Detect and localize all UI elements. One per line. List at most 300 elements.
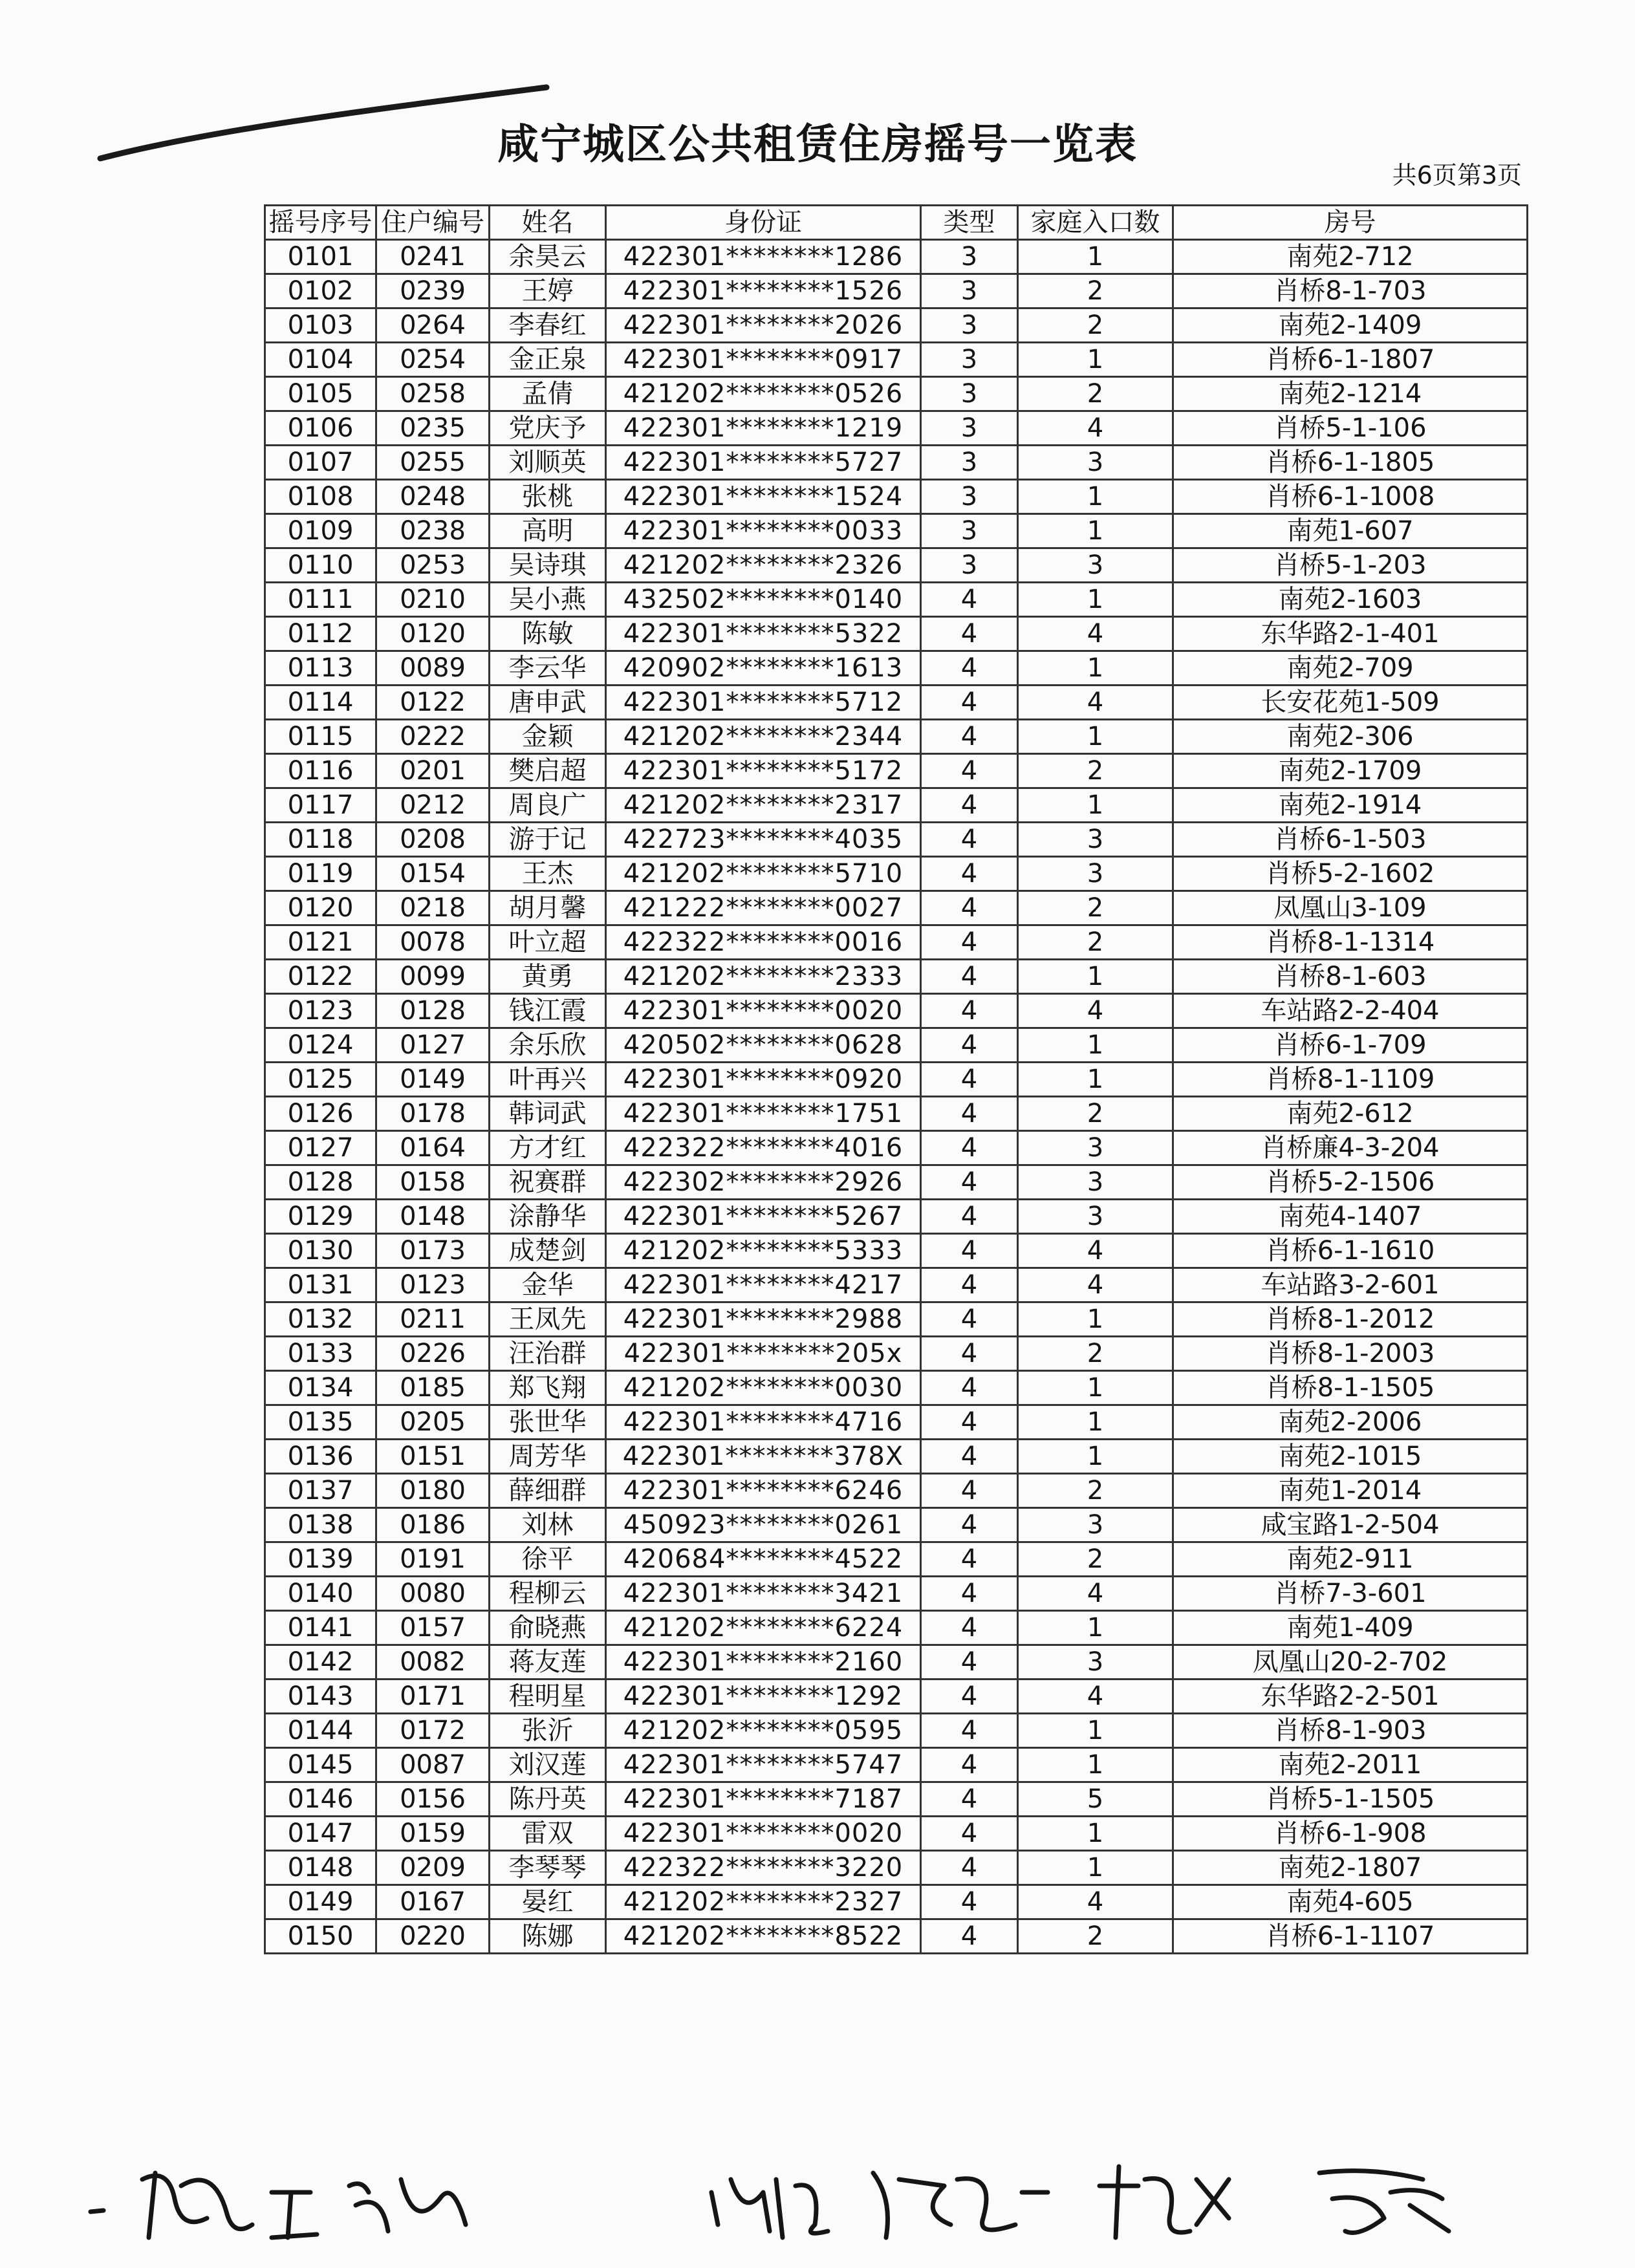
name-cell: 张世华 [490,1405,606,1440]
room-no-cell: 肖桥5-2-1602 [1173,857,1528,891]
lottery-no-cell: 0127 [265,1131,376,1165]
type-cell: 3 [921,548,1018,583]
lottery-no-cell: 0136 [265,1440,376,1474]
type-cell: 4 [921,1131,1018,1165]
family-size-cell: 5 [1018,1782,1173,1817]
family-size-cell: 1 [1018,1748,1173,1782]
table-row [265,788,1528,823]
table-body [265,240,1528,1954]
household-no-cell: 0212 [376,788,490,823]
household-no-cell: 0167 [376,1885,490,1919]
household-no-cell: 0127 [376,1028,490,1063]
family-size-cell: 2 [1018,1337,1173,1371]
type-cell: 4 [921,1234,1018,1268]
name-cell: 唐申武 [490,686,606,720]
name-cell: 余昊云 [490,240,606,274]
id-card-cell: 422301********378X [606,1440,921,1474]
lottery-no-cell: 0138 [265,1508,376,1542]
name-cell: 俞晓燕 [490,1611,606,1645]
family-size-cell: 2 [1018,1474,1173,1508]
lottery-no-cell: 0101 [265,240,376,274]
household-no-cell: 0173 [376,1234,490,1268]
col-header-room-no: 房号 [1173,206,1528,240]
room-no-cell: 肖桥6-1-1610 [1173,1234,1528,1268]
lottery-no-cell: 0113 [265,651,376,686]
family-size-cell: 2 [1018,754,1173,788]
type-cell: 4 [921,1782,1018,1817]
table-row [265,1337,1528,1371]
household-no-cell: 0239 [376,274,490,308]
id-card-cell: 422301********4217 [606,1268,921,1302]
family-size-cell: 2 [1018,1542,1173,1577]
name-cell: 李春红 [490,308,606,343]
table-row [265,1028,1528,1063]
table-row [265,1063,1528,1097]
name-cell: 程明星 [490,1679,606,1714]
id-card-cell: 422301********5322 [606,617,921,651]
room-no-cell: 肖桥6-1-1807 [1173,343,1528,377]
type-cell: 4 [921,1405,1018,1440]
room-no-cell: 南苑1-607 [1173,514,1528,548]
household-no-cell: 0080 [376,1577,490,1611]
room-no-cell: 车站路2-2-404 [1173,994,1528,1028]
table-row [265,686,1528,720]
type-cell: 4 [921,754,1018,788]
room-no-cell: 东华路2-1-401 [1173,617,1528,651]
household-no-cell: 0122 [376,686,490,720]
family-size-cell: 3 [1018,1645,1173,1679]
type-cell: 4 [921,1885,1018,1919]
family-size-cell: 1 [1018,720,1173,754]
name-cell: 祝赛群 [490,1165,606,1200]
room-no-cell: 南苑4-605 [1173,1885,1528,1919]
table-row [265,891,1528,925]
household-no-cell: 0149 [376,1063,490,1097]
household-no-cell: 0210 [376,583,490,617]
lottery-no-cell: 0114 [265,686,376,720]
household-no-cell: 0123 [376,1268,490,1302]
table-row [265,377,1528,411]
family-size-cell: 2 [1018,891,1173,925]
lottery-no-cell: 0129 [265,1200,376,1234]
id-card-cell: 421202********2327 [606,1885,921,1919]
family-size-cell: 3 [1018,548,1173,583]
household-no-cell: 0082 [376,1645,490,1679]
room-no-cell: 南苑2-612 [1173,1097,1528,1131]
name-cell: 叶立超 [490,925,606,960]
table-row [265,1131,1528,1165]
type-cell: 3 [921,240,1018,274]
type-cell: 4 [921,617,1018,651]
table-row [265,446,1528,480]
room-no-cell: 长安花苑1-509 [1173,686,1528,720]
lottery-no-cell: 0146 [265,1782,376,1817]
type-cell: 3 [921,343,1018,377]
room-no-cell: 肖桥6-1-1805 [1173,446,1528,480]
family-size-cell: 3 [1018,1165,1173,1200]
page-indicator: 共6页第3页 [1392,161,1522,189]
household-no-cell: 0087 [376,1748,490,1782]
household-no-cell: 0178 [376,1097,490,1131]
room-no-cell: 肖桥6-1-709 [1173,1028,1528,1063]
id-card-cell: 422322********4016 [606,1131,921,1165]
name-cell: 雷双 [490,1817,606,1851]
table-row [265,1165,1528,1200]
household-no-cell: 0089 [376,651,490,686]
room-no-cell: 南苑2-1409 [1173,308,1528,343]
room-no-cell: 南苑2-2011 [1173,1748,1528,1782]
name-cell: 晏红 [490,1885,606,1919]
lottery-no-cell: 0111 [265,583,376,617]
family-size-cell: 1 [1018,514,1173,548]
name-cell: 张桃 [490,480,606,514]
household-no-cell: 0156 [376,1782,490,1817]
lottery-no-cell: 0104 [265,343,376,377]
id-card-cell: 422301********1526 [606,274,921,308]
household-no-cell: 0128 [376,994,490,1028]
family-size-cell: 4 [1018,411,1173,446]
name-cell: 汪治群 [490,1337,606,1371]
name-cell: 王杰 [490,857,606,891]
name-cell: 吴诗琪 [490,548,606,583]
room-no-cell: 车站路3-2-601 [1173,1268,1528,1302]
table-row [265,1679,1528,1714]
name-cell: 张沂 [490,1714,606,1748]
room-no-cell: 肖桥5-2-1506 [1173,1165,1528,1200]
lottery-table-container [264,204,1526,1954]
type-cell: 4 [921,1542,1018,1577]
room-no-cell: 南苑2-2006 [1173,1405,1528,1440]
type-cell: 4 [921,1645,1018,1679]
name-cell: 蒋友莲 [490,1645,606,1679]
id-card-cell: 422301********205x [606,1337,921,1371]
lottery-no-cell: 0115 [265,720,376,754]
name-cell: 王凤先 [490,1302,606,1337]
id-card-cell: 422301********5712 [606,686,921,720]
type-cell: 4 [921,1679,1018,1714]
name-cell: 程柳云 [490,1577,606,1611]
id-card-cell: 421202********2344 [606,720,921,754]
table-row [265,1302,1528,1337]
household-no-cell: 0164 [376,1131,490,1165]
household-no-cell: 0151 [376,1440,490,1474]
lottery-no-cell: 0128 [265,1165,376,1200]
room-no-cell: 肖桥8-1-603 [1173,960,1528,994]
table-row [265,651,1528,686]
type-cell: 4 [921,823,1018,857]
type-cell: 4 [921,960,1018,994]
table-row [265,1885,1528,1919]
room-no-cell: 肖桥6-1-1008 [1173,480,1528,514]
table-row [265,514,1528,548]
lottery-no-cell: 0122 [265,960,376,994]
room-no-cell: 肖桥7-3-601 [1173,1577,1528,1611]
table-row [265,548,1528,583]
room-no-cell: 南苑2-1914 [1173,788,1528,823]
lottery-no-cell: 0105 [265,377,376,411]
table-row [265,1611,1528,1645]
table-row [265,925,1528,960]
table-row [265,720,1528,754]
name-cell: 孟倩 [490,377,606,411]
household-no-cell: 0248 [376,480,490,514]
household-no-cell: 0235 [376,411,490,446]
room-no-cell: 南苑2-1603 [1173,583,1528,617]
family-size-cell: 4 [1018,1885,1173,1919]
id-card-cell: 421202********0526 [606,377,921,411]
id-card-cell: 422301********1524 [606,480,921,514]
id-card-cell: 421202********5333 [606,1234,921,1268]
id-card-cell: 420684********4522 [606,1542,921,1577]
id-card-cell: 421202********6224 [606,1611,921,1645]
household-no-cell: 0238 [376,514,490,548]
id-card-cell: 422301********0033 [606,514,921,548]
family-size-cell: 4 [1018,994,1173,1028]
table-row [265,857,1528,891]
type-cell: 3 [921,480,1018,514]
table-row [265,1714,1528,1748]
type-cell: 4 [921,1268,1018,1302]
table-row [265,1474,1528,1508]
family-size-cell: 3 [1018,1200,1173,1234]
name-cell: 李琴琴 [490,1851,606,1885]
table-row [265,1371,1528,1405]
id-card-cell: 421202********2317 [606,788,921,823]
lottery-no-cell: 0142 [265,1645,376,1679]
name-cell: 周芳华 [490,1440,606,1474]
type-cell: 4 [921,686,1018,720]
room-no-cell: 肖桥8-1-2012 [1173,1302,1528,1337]
household-no-cell: 0158 [376,1165,490,1200]
name-cell: 涂静华 [490,1200,606,1234]
table-row [265,583,1528,617]
room-no-cell: 南苑2-1214 [1173,377,1528,411]
table-row [265,1851,1528,1885]
type-cell: 3 [921,411,1018,446]
lottery-no-cell: 0150 [265,1919,376,1954]
family-size-cell: 4 [1018,617,1173,651]
room-no-cell: 肖桥6-1-908 [1173,1817,1528,1851]
table-row [265,1542,1528,1577]
household-no-cell: 0120 [376,617,490,651]
id-card-cell: 422301********3421 [606,1577,921,1611]
id-card-cell: 422301********0917 [606,343,921,377]
table-row [265,1508,1528,1542]
type-cell: 4 [921,651,1018,686]
room-no-cell: 南苑4-1407 [1173,1200,1528,1234]
household-no-cell: 0226 [376,1337,490,1371]
family-size-cell: 1 [1018,651,1173,686]
name-cell: 王婷 [490,274,606,308]
family-size-cell: 4 [1018,1234,1173,1268]
family-size-cell: 2 [1018,1097,1173,1131]
family-size-cell: 1 [1018,1063,1173,1097]
household-no-cell: 0264 [376,308,490,343]
room-no-cell: 肖桥6-1-503 [1173,823,1528,857]
household-no-cell: 0253 [376,548,490,583]
type-cell: 4 [921,1611,1018,1645]
room-no-cell: 肖桥8-1-1505 [1173,1371,1528,1405]
room-no-cell: 南苑1-409 [1173,1611,1528,1645]
table-header-row [265,206,1528,240]
room-no-cell: 肖桥5-1-1505 [1173,1782,1528,1817]
id-card-cell: 422301********7187 [606,1782,921,1817]
table-row [265,960,1528,994]
household-no-cell: 0211 [376,1302,490,1337]
type-cell: 4 [921,583,1018,617]
type-cell: 4 [921,891,1018,925]
lottery-no-cell: 0135 [265,1405,376,1440]
name-cell: 吴小燕 [490,583,606,617]
id-card-cell: 421202********5710 [606,857,921,891]
household-no-cell: 0222 [376,720,490,754]
lottery-no-cell: 0102 [265,274,376,308]
table-row [265,1577,1528,1611]
table-row [265,1919,1528,1954]
room-no-cell: 东华路2-2-501 [1173,1679,1528,1714]
name-cell: 刘汉莲 [490,1748,606,1782]
id-card-cell: 422301********5267 [606,1200,921,1234]
lottery-no-cell: 0107 [265,446,376,480]
id-card-cell: 422301********5727 [606,446,921,480]
table-row [265,343,1528,377]
lottery-no-cell: 0145 [265,1748,376,1782]
name-cell: 金颖 [490,720,606,754]
lottery-no-cell: 0117 [265,788,376,823]
type-cell: 4 [921,1028,1018,1063]
room-no-cell: 肖桥8-1-1109 [1173,1063,1528,1097]
lottery-no-cell: 0137 [265,1474,376,1508]
type-cell: 4 [921,1302,1018,1337]
room-no-cell: 凤凰山3-109 [1173,891,1528,925]
room-no-cell: 肖桥8-1-903 [1173,1714,1528,1748]
family-size-cell: 1 [1018,788,1173,823]
name-cell: 郑飞翔 [490,1371,606,1405]
family-size-cell: 3 [1018,446,1173,480]
table-row [265,1817,1528,1851]
name-cell: 周良广 [490,788,606,823]
col-header-household-no: 住户编号 [376,206,490,240]
household-no-cell: 0258 [376,377,490,411]
id-card-cell: 422301********4716 [606,1405,921,1440]
table-row [265,411,1528,446]
family-size-cell: 1 [1018,583,1173,617]
household-no-cell: 0171 [376,1679,490,1714]
table-row [265,240,1528,274]
table-row [265,1782,1528,1817]
type-cell: 4 [921,1337,1018,1371]
id-card-cell: 422301********6246 [606,1474,921,1508]
col-header-id-card: 身份证 [606,206,921,240]
family-size-cell: 1 [1018,343,1173,377]
lottery-no-cell: 0116 [265,754,376,788]
family-size-cell: 1 [1018,1851,1173,1885]
family-size-cell: 3 [1018,823,1173,857]
id-card-cell: 422301********5747 [606,1748,921,1782]
type-cell: 4 [921,994,1018,1028]
room-no-cell: 南苑2-712 [1173,240,1528,274]
lottery-no-cell: 0123 [265,994,376,1028]
name-cell: 陈丹英 [490,1782,606,1817]
lottery-no-cell: 0112 [265,617,376,651]
lottery-no-cell: 0124 [265,1028,376,1063]
handwritten-signatures [78,2141,1578,2251]
table-row [265,1440,1528,1474]
family-size-cell: 1 [1018,1405,1173,1440]
name-cell: 金华 [490,1268,606,1302]
household-no-cell: 0180 [376,1474,490,1508]
family-size-cell: 1 [1018,1440,1173,1474]
room-no-cell: 南苑2-306 [1173,720,1528,754]
table-row [265,480,1528,514]
room-no-cell: 肖桥8-1-703 [1173,274,1528,308]
table-row [265,1200,1528,1234]
id-card-cell: 422301********2988 [606,1302,921,1337]
id-card-cell: 421202********8522 [606,1919,921,1954]
type-cell: 4 [921,1200,1018,1234]
lottery-no-cell: 0149 [265,1885,376,1919]
table-row [265,308,1528,343]
room-no-cell: 南苑1-2014 [1173,1474,1528,1508]
id-card-cell: 422301********1292 [606,1679,921,1714]
id-card-cell: 422302********2926 [606,1165,921,1200]
room-no-cell: 肖桥5-1-106 [1173,411,1528,446]
name-cell: 方才红 [490,1131,606,1165]
id-card-cell: 450923********0261 [606,1508,921,1542]
lottery-no-cell: 0144 [265,1714,376,1748]
type-cell: 4 [921,1440,1018,1474]
household-no-cell: 0157 [376,1611,490,1645]
table-row [265,1405,1528,1440]
id-card-cell: 421202********0030 [606,1371,921,1405]
name-cell: 徐平 [490,1542,606,1577]
lottery-no-cell: 0132 [265,1302,376,1337]
id-card-cell: 421202********2333 [606,960,921,994]
room-no-cell: 肖桥8-1-2003 [1173,1337,1528,1371]
lottery-no-cell: 0139 [265,1542,376,1577]
name-cell: 党庆予 [490,411,606,446]
id-card-cell: 422301********5172 [606,754,921,788]
id-card-cell: 421202********0595 [606,1714,921,1748]
lottery-no-cell: 0126 [265,1097,376,1131]
family-size-cell: 2 [1018,1919,1173,1954]
household-no-cell: 0218 [376,891,490,925]
household-no-cell: 0172 [376,1714,490,1748]
room-no-cell: 南苑2-1709 [1173,754,1528,788]
id-card-cell: 422322********3220 [606,1851,921,1885]
type-cell: 4 [921,1817,1018,1851]
id-card-cell: 421222********0027 [606,891,921,925]
family-size-cell: 1 [1018,1371,1173,1405]
name-cell: 韩词武 [490,1097,606,1131]
room-no-cell: 南苑2-911 [1173,1542,1528,1577]
col-header-name: 姓名 [490,206,606,240]
name-cell: 高明 [490,514,606,548]
id-card-cell: 422301********0920 [606,1063,921,1097]
lottery-no-cell: 0133 [265,1337,376,1371]
lottery-no-cell: 0148 [265,1851,376,1885]
family-size-cell: 2 [1018,274,1173,308]
table-row [265,754,1528,788]
type-cell: 3 [921,446,1018,480]
type-cell: 4 [921,1919,1018,1954]
family-size-cell: 1 [1018,1611,1173,1645]
name-cell: 胡月馨 [490,891,606,925]
room-no-cell: 南苑2-709 [1173,651,1528,686]
lottery-no-cell: 0125 [265,1063,376,1097]
family-size-cell: 1 [1018,1714,1173,1748]
family-size-cell: 1 [1018,1817,1173,1851]
